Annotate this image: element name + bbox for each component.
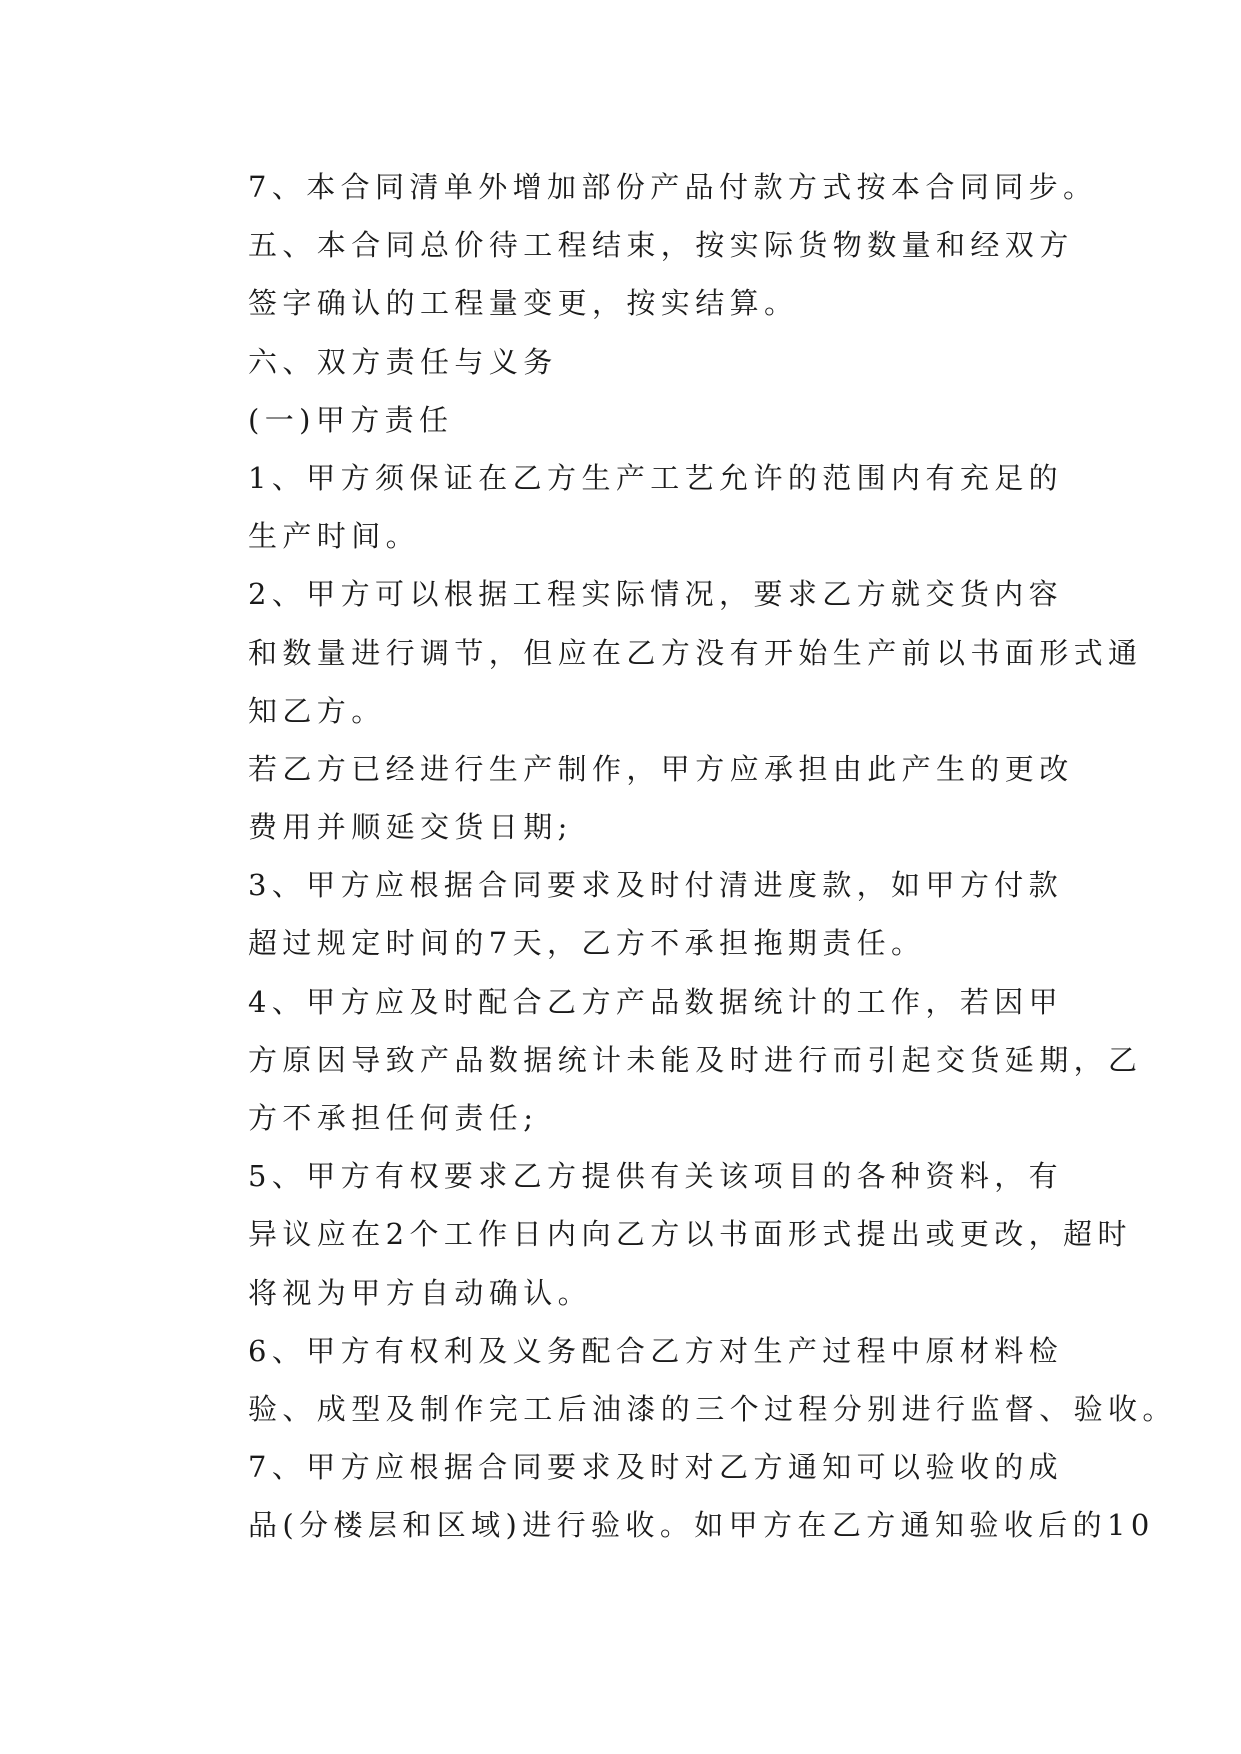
text-line: 方不承担任何责任; — [248, 1101, 539, 1135]
text-line: 3、甲方应根据合同要求及时付清进度款，如甲方付款 — [248, 868, 1064, 903]
paragraph — [190, 565, 1143, 740]
text-line: 7、甲方应根据合同要求及时对乙方通知可以验收的成 — [248, 1450, 1064, 1485]
paragraph — [190, 1438, 1155, 1554]
text-line: 1、甲方须保证在乙方生产工艺允许的范围内有充足的 — [248, 460, 1064, 495]
text-line: 知乙方。 — [248, 693, 386, 728]
text-line: 2、甲方可以根据工程实际情况，要求乙方就交货内容 — [248, 577, 1064, 612]
text-line: 5、甲方有权要求乙方提供有关该项目的各种资料，有 — [248, 1159, 1064, 1194]
paragraph — [190, 333, 1050, 391]
text-line: 费用并顺延交货日期; — [248, 810, 573, 845]
paragraph — [190, 856, 1064, 972]
text-line: (一)甲方责任 — [248, 402, 454, 437]
document-body — [190, 158, 1177, 1555]
text-line: 6、甲方有权利及义务配合乙方对生产过程中原材料检 — [248, 1333, 1064, 1368]
text-line: 六、双方责任与义务 — [248, 344, 558, 379]
paragraph — [190, 216, 1074, 332]
text-line: 若乙方已经进行生产制作，甲方应承担由此产生的更改 — [248, 751, 1074, 786]
paragraph — [190, 1322, 1177, 1438]
paragraph — [190, 391, 1050, 449]
paragraph — [190, 740, 1074, 856]
paragraph — [190, 973, 1143, 1148]
text-line: 方原因导致产品数据统计未能及时进行而引起交货延期，乙 — [248, 1042, 1143, 1077]
text-line: 签字确认的工程量变更，按实结算。 — [248, 286, 799, 321]
paragraph — [190, 158, 1098, 216]
text-line: 五、本合同总价待工程结束，按实际货物数量和经双方 — [248, 228, 1074, 263]
text-line: 异议应在2个工作日内向乙方以书面形式提出或更改，超时 — [248, 1217, 1132, 1252]
text-line: 超过规定时间的7天，乙方不承担拖期责任。 — [248, 926, 926, 961]
text-line: 品(分楼层和区域)进行验收。如甲方在乙方通知验收后的10 — [248, 1508, 1155, 1543]
text-line: 验、成型及制作完工后油漆的三个过程分别进行监督、验收。 — [248, 1391, 1177, 1426]
text-line: 将视为甲方自动确认。 — [248, 1275, 593, 1310]
text-line: 4、甲方应及时配合乙方产品数据统计的工作，若因甲 — [248, 984, 1064, 1019]
text-line: 和数量进行调节，但应在乙方没有开始生产前以书面形式通 — [248, 635, 1143, 670]
text-line: 7、本合同清单外增加部份产品付款方式按本合同同步。 — [248, 170, 1098, 204]
paragraph — [190, 449, 1064, 565]
text-line: 生产时间。 — [248, 519, 421, 554]
paragraph — [190, 1147, 1132, 1322]
